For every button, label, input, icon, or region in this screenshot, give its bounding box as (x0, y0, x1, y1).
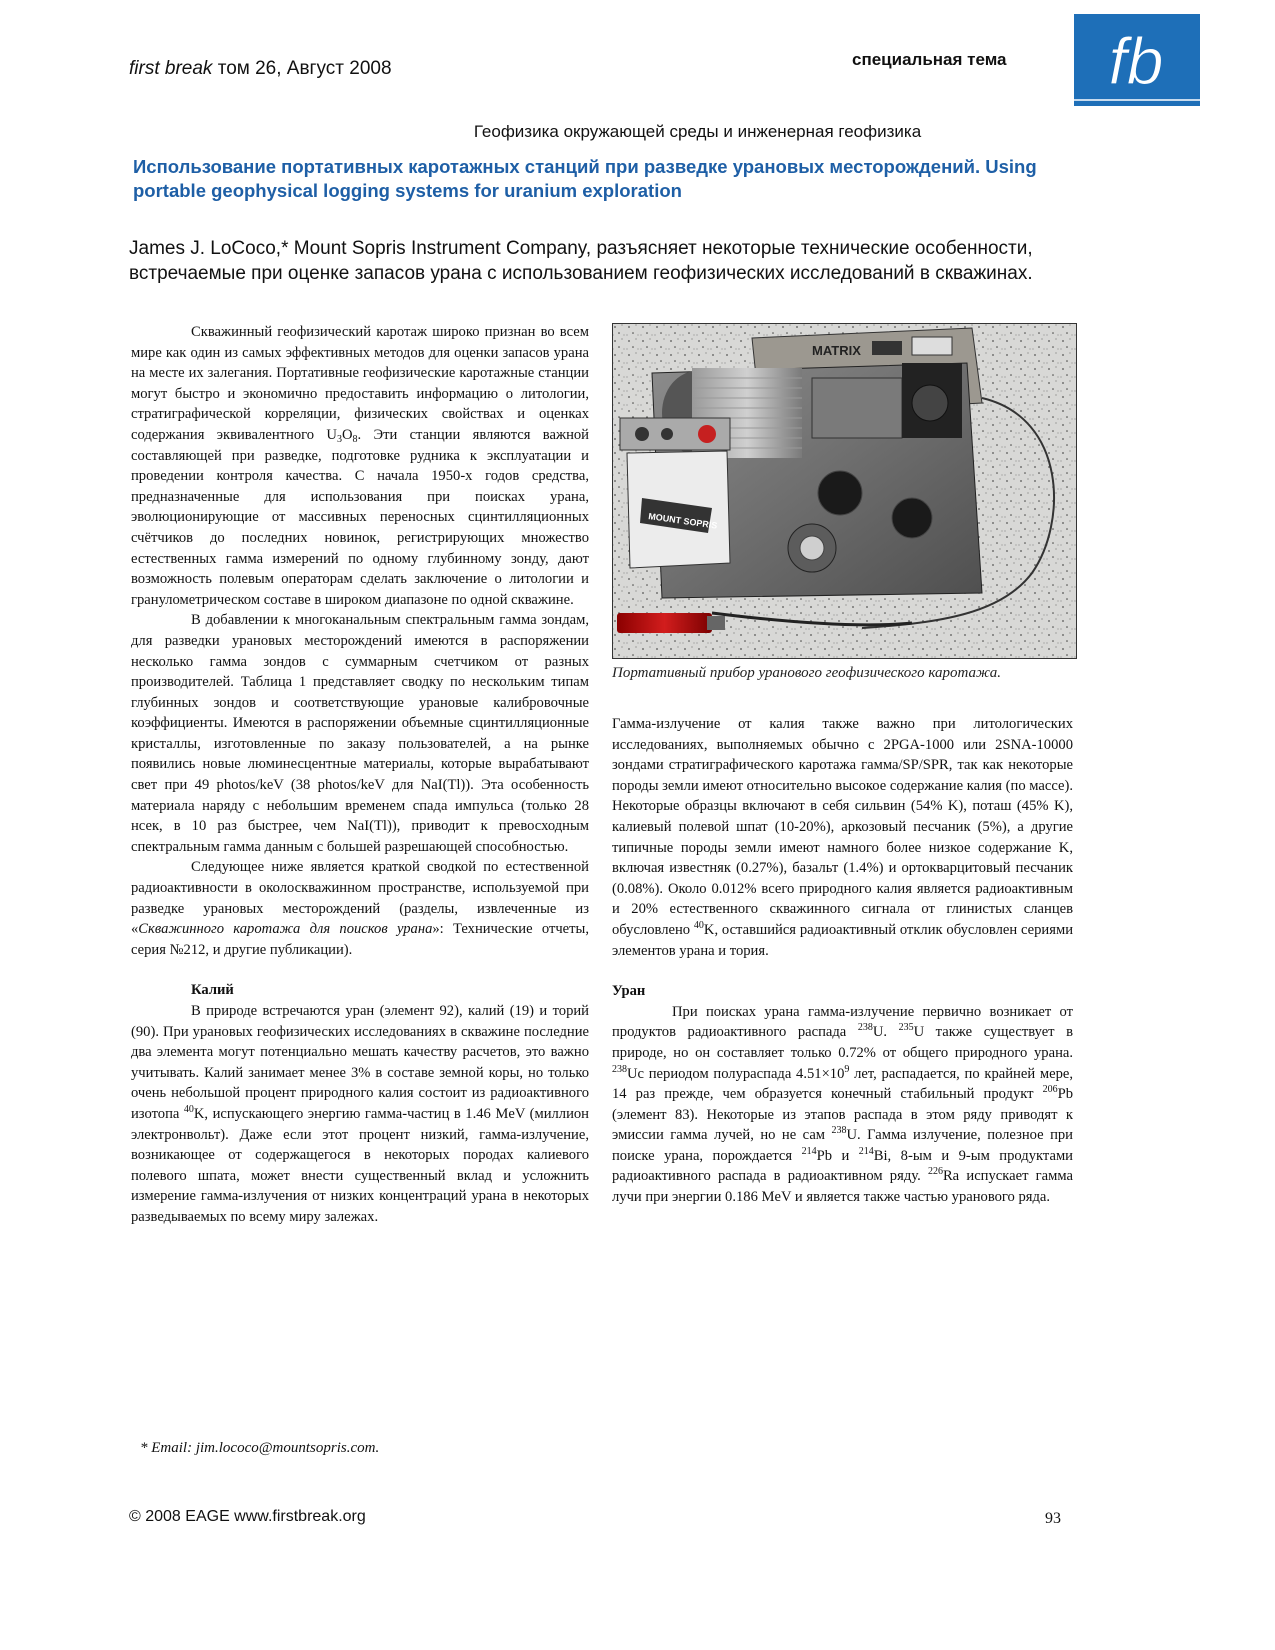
copyright-footer: © 2008 EAGE www.firstbreak.org (129, 1508, 366, 1525)
heading-kaliy: Калий (191, 982, 234, 999)
paragraph-kaliy: В природе встречаются уран (элемент 92), калий (19) и торий (90). При урановых геофизических исследованиях в скважине последние два элемента могут потенциально мешать качеству расчетов, это важно учитывать. Калий занимает менее 3% в составе земной коры, но только очень небольшой процент природного калия состоит из радиоактивного изотопа $^{40}$K, испускающего энергию гамма-частиц в 1.46 MeV (миллион электронвольт). Даже если этот процент низкий, гамма-излучение, возникающее от содержащегося в некоторых породах калиевого полевого шпата, может внести существенный вклад и усложнить измерение гамма-излучения от низких концентраций урана в некоторых разведываемых по всему миру залежах. (131, 1003, 589, 1225)
heading-uran: Уран (612, 983, 646, 1000)
special-topic-label: специальная тема (852, 50, 1007, 69)
paragraph-summary: Следующее ниже является краткой сводкой по естественной радиоактивности в околоскважинном пространстве, используемой при разведке урановых месторождений (разделы, извлеченные из «Скважинного каротажа для поисков урана»: Технические отчеты, серия №212, и другие публикации). (131, 859, 589, 958)
article-lead: James J. LoCoco,* Mount Sopris Instrument Company, разъясняет некоторые технические особенности, встречаемые при оценке запасов урана с использованием геофизических исследований в скважинах. (129, 238, 1033, 284)
paragraph-intro: Скважинный геофизический каротаж широко признан во всем мире как один из самых эффективных методов для оценки запасов урана на месте их залегания. Портативные геофизические каротажные станции могут быстро и экономично предоставить информацию о литологии, стратиграфической корреляции, физических свойствах и оценках содержания эквивалентного $U_3O_8$. Эти станции являются важной составляющей при разведке, подготовке рудника к эксплуатации и проведении контроля качества. С начала 1950-х годов средства, предназначенные для использования при поисках урана, эволюционирующие от массивных переносных сцинтилляционных счётчиков до последних новинок, регистрирующих множество естественных гамма измерений по одному глубинному зонду, дают возможность полевым операторам сделать заключение о литологии и гранулометрическом составе в широком диапазоне по одной скважине. (131, 324, 589, 608)
svg-text:MATRIX: MATRIX (812, 343, 861, 358)
page-number: 93 (1045, 1510, 1061, 1527)
article-title: Использование портативных каротажных станций при разведке урановых месторождений. Using portable geophysical logging systems for uranium exploration (133, 156, 1037, 201)
journal-issue: том 26, Август 2008 (212, 58, 392, 79)
author-email-footnote: * Email: jim.lococo@mountsopris.com. (140, 1440, 380, 1456)
journal-header (129, 58, 392, 80)
section-title: Геофизика окружающей среды и инженерная геофизика (473, 122, 922, 141)
left-column (131, 322, 589, 1228)
journal-name: first break (129, 58, 213, 79)
photo-caption: Портативный прибор уранового геофизического каротажа. (612, 665, 1002, 681)
svg-text:MOUNT SOPRIS: MOUNT SOPRIS (647, 511, 718, 531)
paragraph-probes: В добавлении к многоканальным спектральным гамма зондам, для разведки урановых месторождений имеются в распоряжении несколько гамма зондов с суммарным счетчиком от разных производителей. Таблица 1 представляет сводку по нескольким типам глубинных зондов и соответствующие урановые калибровочные коэффициенты. Имеются в распоряжении объемные сцинтилляционные кристаллы, изготовленные по заказу пользователей, а на рынке появились новые люминесцентные материалы, которые вырабатывают свет при 49 photos/keV (38 photos/keV для NaI(Tl)). Эта особенность материала наряду с небольшим временем спада импульса (только 28 нсек, в 10 раз быстрее, чем NaI(Tl)), приводит к превосходным спектральным гамма данным с большей разрешающей способностью. (131, 612, 589, 855)
paragraph-potassium: Гамма-излучение от калия также важно при литологических исследованиях, выполняемых обычно с 2PGA-1000 или 2SNA-10000 зондами стратиграфического каротажа гамма/SP/SPR, так как некоторые породы земли имеют относительно высокое содержание калия (по массе). Некоторые образцы включают в себя сильвин (54% K), поташ (45% K), калиевый полевой шпат (10-20%), аркозовый песчаник (5%), а другие типичные породы земли имеют намного более низкое содержание K, включая известняк (0.27%), базальт (1.4%) и ортокварцитовый песчаник (0.08%). Около 0.012% всего природного калия является радиоактивным и 20% естественного скважинного сигнала от глинистых сланцев обусловлено $^{40}$K, оставшийся радиоактивный отклик обусловлен сериями элементов урана и тория. (612, 716, 1074, 959)
logo-text: fb (1108, 24, 1164, 98)
fb-logo (1074, 14, 1200, 106)
paragraph-uranium: При поисках урана гамма-излучение первично возникает от продуктов радиоактивного распада $^{238}$U. $^{235}$U также существует в природе, но он составляет только 0.72% от общего природного урана. $^{238}$Uc периодом полураспада $4.51\times 10^9$ лет, распадается, по крайней мере, 14 раз прежде, чем образуется конечный стабильный продукт $^{206}$Pb (элемент 83). Некоторые из этапов распада в этом ряду приводят к эмиссии гамма лучей, но не сам $^{238}$U. Гамма излучение, полезное при поиске урана, порождается $^{214}$Pb и $^{214}$Bi, 8-ым и 9-ым продуктами радиоактивного распада в радиоактивном ряду. $^{226}$Ra испускает гамма лучи при энергии 0.186 MeV и является также частью уранового ряда. (612, 1003, 1073, 1206)
right-column (612, 714, 1073, 1208)
logging-system-photo (612, 323, 1077, 659)
